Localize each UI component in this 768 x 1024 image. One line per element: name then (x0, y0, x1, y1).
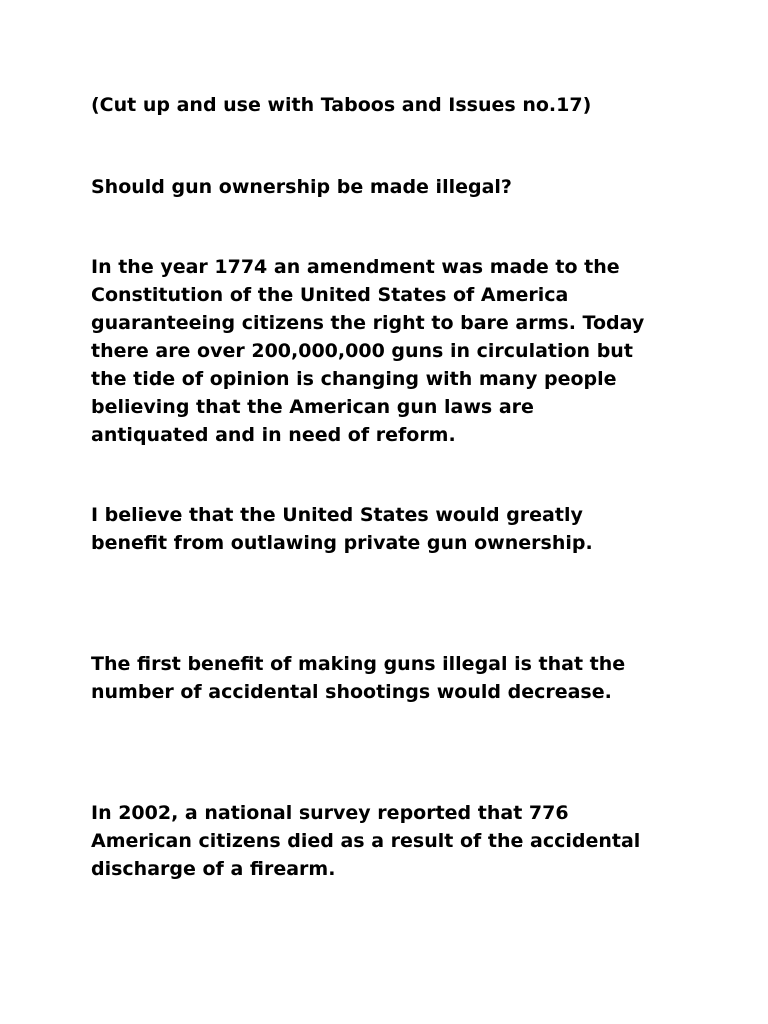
text-line: discharge of a firearm. (91, 858, 336, 880)
evidence-paragraph (91, 799, 691, 883)
text-line: guaranteeing citizens the right to bare arms. Today (91, 312, 645, 334)
text-line: antiquated and in need of reform. (91, 424, 456, 446)
instruction-note (91, 91, 691, 119)
text-line: In the year 1774 an amendment was made to the (91, 256, 620, 278)
text-line: number of accidental shootings would decrease. (91, 681, 612, 703)
text-line: (Cut up and use with Taboos and Issues no.17) (91, 94, 592, 116)
essay-question (91, 173, 691, 201)
text-line: Constitution of the United States of America (91, 284, 569, 306)
text-line: American citizens died as a result of the accidental (91, 830, 641, 852)
text-line: I believe that the United States would greatly (91, 504, 583, 526)
introduction-paragraph (91, 253, 691, 449)
text-line: In 2002, a national survey reported that 776 (91, 802, 569, 824)
text-line: benefit from outlawing private gun ownership. (91, 532, 593, 554)
text-line: Should gun ownership be made illegal? (91, 176, 512, 198)
text-line: The first benefit of making guns illegal is that the (91, 653, 626, 675)
first-benefit-paragraph (91, 650, 691, 706)
text-line: believing that the American gun laws are (91, 396, 534, 418)
text-line: there are over 200,000,000 guns in circulation but (91, 340, 633, 362)
thesis-paragraph (91, 501, 691, 557)
text-line: the tide of opinion is changing with many people (91, 368, 617, 390)
